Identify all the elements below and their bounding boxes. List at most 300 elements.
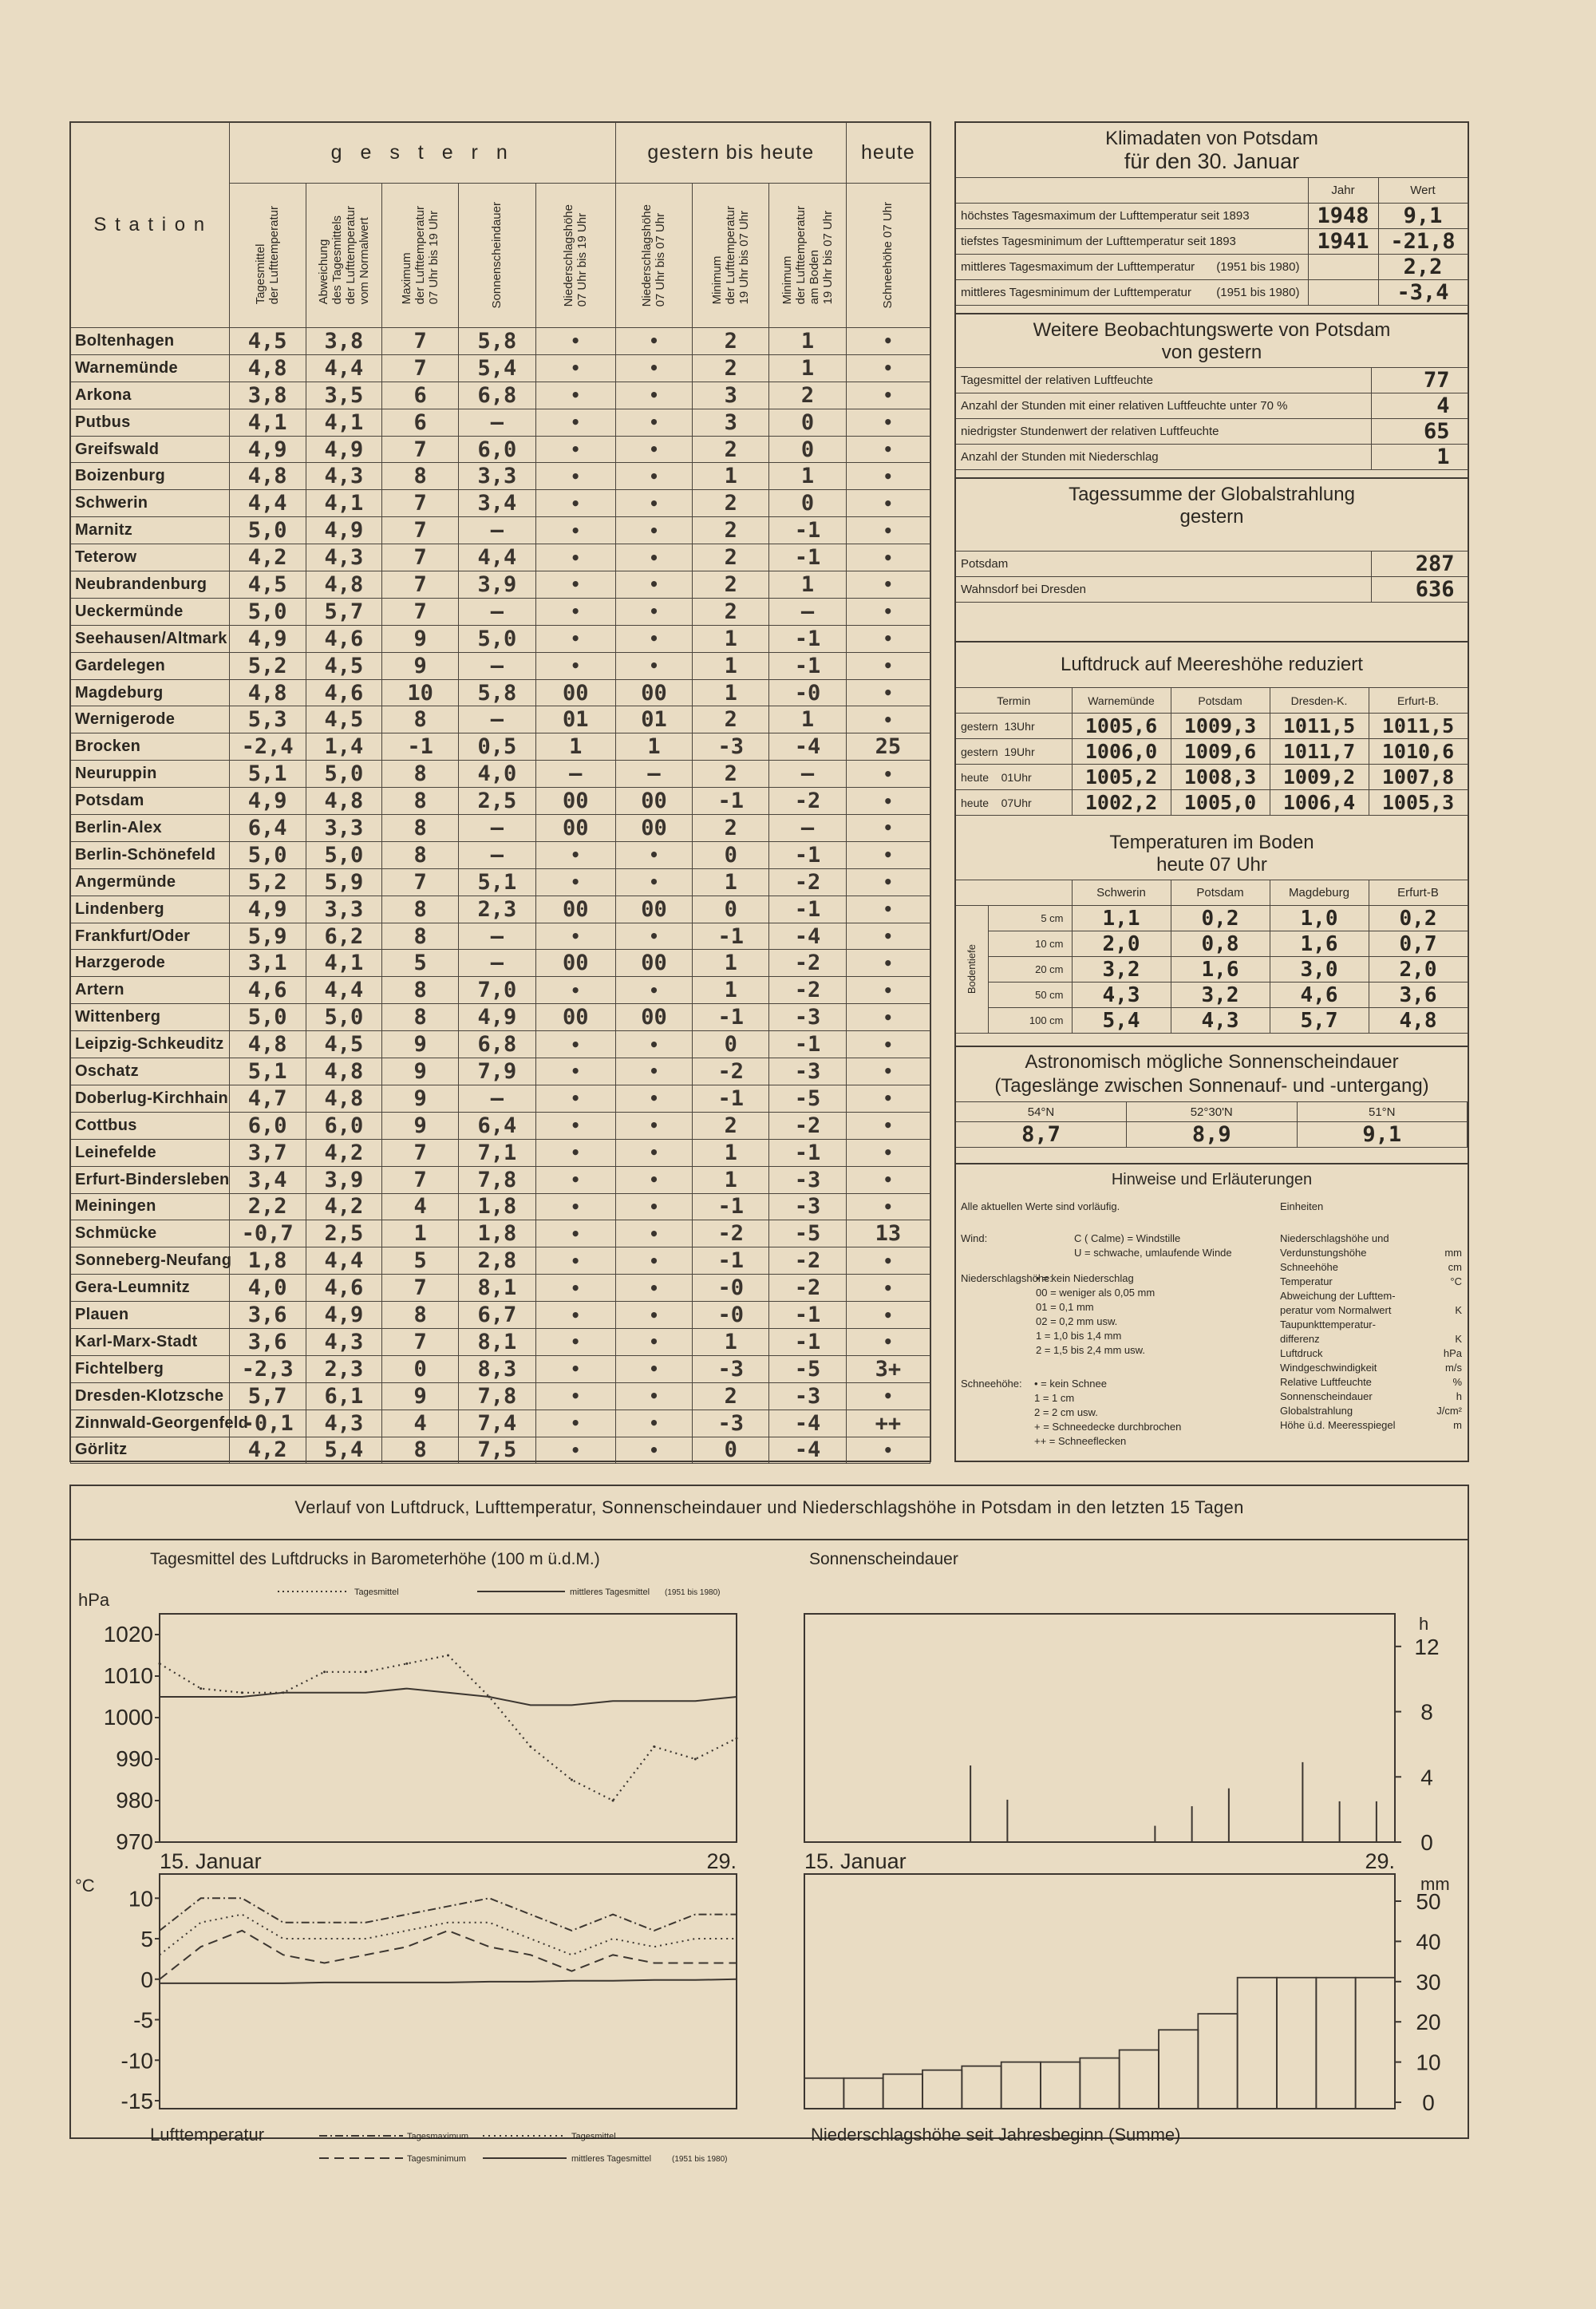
unit-label: Relative Luftfeuchte — [1280, 1376, 1372, 1388]
weitere-wert: 4 — [1371, 393, 1468, 419]
station-value: 4,1 — [229, 409, 306, 436]
precip-bar — [962, 2066, 1001, 2109]
station-row — [71, 1193, 930, 1220]
station-value: 7 — [382, 490, 459, 517]
sun-end-label: 29. — [1365, 1849, 1395, 1873]
pressure-series-mean — [160, 1689, 737, 1706]
station-name: Berlin-Alex — [71, 815, 230, 842]
klima-jahr — [1308, 255, 1378, 280]
station-name: Gera-Leumnitz — [71, 1275, 230, 1302]
station-value: 1 — [693, 652, 769, 679]
boden-value: 3,2 — [1072, 957, 1171, 983]
station-value: 4,8 — [306, 571, 381, 599]
station-value: 4,9 — [306, 517, 381, 544]
unit-label: Luftdruck — [1280, 1347, 1323, 1359]
legend-tagesmittel-label: Tagesmittel — [354, 1587, 399, 1597]
station-row — [71, 706, 930, 733]
global-wert: 287 — [1371, 552, 1468, 577]
klima-title — [956, 121, 1468, 172]
station-value: 8 — [382, 761, 459, 788]
station-row — [71, 1275, 930, 1302]
station-value: 1 — [693, 1328, 769, 1355]
hinweise-intro: Alle aktuellen Werte sind vorläufig. — [961, 1200, 1120, 1212]
station-value: • — [535, 1410, 615, 1437]
station-row — [71, 517, 930, 544]
precip-bar — [883, 2074, 922, 2109]
sun-tick-label: 0 — [1420, 1830, 1433, 1855]
station-value: • — [846, 1382, 930, 1410]
pressure-point — [447, 1655, 449, 1657]
astro-block — [956, 1046, 1468, 1148]
station-value: • — [615, 1193, 692, 1220]
station-value: • — [615, 1112, 692, 1139]
station-value: -0,7 — [229, 1220, 306, 1247]
station-value: 8 — [382, 706, 459, 733]
station-value: 00 — [615, 815, 692, 842]
station-value: • — [535, 382, 615, 409]
station-value: 1 — [769, 463, 846, 490]
unit-label: Verdunstungshöhe — [1280, 1247, 1367, 1259]
station-value: -2 — [693, 1220, 769, 1247]
boden-tiefe: 50 cm — [988, 983, 1072, 1008]
weitere-block — [956, 313, 1468, 470]
station-value: 4,3 — [306, 1328, 381, 1355]
luftdruck-table — [956, 687, 1468, 816]
luftdruck-termin: heute 07Uhr — [956, 790, 1072, 816]
station-value: -3 — [693, 1355, 769, 1382]
station-name: Warnemünde — [71, 354, 230, 382]
station-value: • — [846, 1085, 930, 1112]
station-value: 5,0 — [229, 841, 306, 868]
boden-value: 3,2 — [1171, 983, 1270, 1008]
pressure-point — [282, 1691, 284, 1694]
column-header — [769, 184, 846, 328]
pressure-tick-label: 1010 — [103, 1663, 153, 1688]
station-value: -2,4 — [229, 733, 306, 761]
station-value: • — [535, 571, 615, 599]
station-value: 6,4 — [229, 815, 306, 842]
hinweise-line: U = schwache, umlaufende Winde — [1074, 1247, 1232, 1259]
pressure-point — [159, 1663, 161, 1665]
station-value: 1,8 — [459, 1193, 535, 1220]
station-value: 7 — [382, 354, 459, 382]
station-value: 1 — [693, 463, 769, 490]
station-value: 0 — [693, 1437, 769, 1464]
boden-value: 5,7 — [1270, 1008, 1369, 1034]
station-value: 2,5 — [459, 788, 535, 815]
station-value: 2 — [693, 544, 769, 571]
station-value: 2 — [693, 436, 769, 463]
boden-block — [956, 832, 1468, 1034]
station-value: -5 — [769, 1220, 846, 1247]
station-value: 00 — [615, 788, 692, 815]
unit-symbol: mm — [1444, 1247, 1462, 1259]
hinweise-einheiten: Einheiten — [1280, 1200, 1324, 1212]
station-value: 2 — [693, 1382, 769, 1410]
hinweise-line: + = Schneedecke durchbrochen — [1034, 1421, 1182, 1433]
klima-jahr: 1941 — [1308, 229, 1378, 255]
station-value: 0 — [382, 1355, 459, 1382]
klima-label-text: tiefstes Tagesminimum der Lufttemperatur seit 1893 — [961, 235, 1236, 248]
station-name: Teterow — [71, 544, 230, 571]
station-value: • — [846, 1328, 930, 1355]
luftdruck-value: 1007,8 — [1369, 765, 1468, 790]
station-value: 00 — [535, 1004, 615, 1031]
sun-title: Sonnenscheindauer — [809, 1550, 958, 1568]
station-value: • — [535, 1139, 615, 1166]
station-value: — — [459, 652, 535, 679]
column-header — [459, 184, 535, 328]
station-value: 1 — [535, 733, 615, 761]
station-name: Putbus — [71, 409, 230, 436]
unit-symbol: cm — [1448, 1261, 1462, 1273]
station-value: -1 — [693, 1193, 769, 1220]
astro-title-line1: Astronomisch mögliche Sonnenscheindauer — [1025, 1051, 1399, 1073]
station-value: 2 — [693, 761, 769, 788]
station-value: 8 — [382, 1302, 459, 1329]
station-row — [71, 923, 930, 950]
station-value: • — [846, 652, 930, 679]
station-value: 0 — [769, 490, 846, 517]
klima-col-jahr: Jahr — [1308, 178, 1378, 204]
station-value: • — [535, 1031, 615, 1058]
station-value: • — [846, 788, 930, 815]
station-value: 4 — [382, 1193, 459, 1220]
station-value: 5,0 — [229, 517, 306, 544]
station-row — [71, 463, 930, 490]
station-value: 4,3 — [306, 544, 381, 571]
station-value: -5 — [769, 1355, 846, 1382]
station-value: 7,5 — [459, 1437, 535, 1464]
station-name: Oschatz — [71, 1058, 230, 1085]
station-value: 2 — [693, 490, 769, 517]
station-value: • — [615, 625, 692, 652]
klima-jahr — [1308, 280, 1378, 306]
station-value: 8,3 — [459, 1355, 535, 1382]
station-name: Magdeburg — [71, 679, 230, 706]
station-value: • — [615, 977, 692, 1004]
klima-label-text: höchstes Tagesmaximum der Lufttemperatur seit 1893 — [961, 209, 1250, 223]
station-value: 5,8 — [459, 328, 535, 355]
unit-symbol: m — [1453, 1419, 1462, 1431]
astro-value: 8,9 — [1127, 1122, 1298, 1148]
unit-row — [1280, 1246, 1462, 1260]
boden-value: 2,0 — [1072, 931, 1171, 957]
station-value: 4,6 — [306, 679, 381, 706]
station-value: 4,5 — [229, 571, 306, 599]
station-value: — — [535, 761, 615, 788]
station-value: • — [846, 1058, 930, 1085]
klima-wert: -3,4 — [1378, 280, 1468, 306]
nied-label: Niederschlagshöhe: — [961, 1272, 1053, 1284]
station-value: • — [615, 868, 692, 896]
verlauf-title: Verlauf von Luftdruck, Lufttemperatur, Sonnenscheindauer und Niederschlagshöhe in Potsdam in den letzten 15 Tagen — [294, 1497, 1244, 1517]
station-value: • — [846, 761, 930, 788]
station-value: 6,8 — [459, 382, 535, 409]
station-value: -1 — [693, 1247, 769, 1275]
station-value: 1 — [769, 571, 846, 599]
nied-lines — [1036, 1271, 1155, 1358]
station-value: — — [459, 409, 535, 436]
unit-symbol: °C — [1450, 1275, 1462, 1287]
station-row — [71, 788, 930, 815]
station-value: 8,1 — [459, 1328, 535, 1355]
global-title-line2: gestern — [1179, 506, 1244, 528]
station-row — [71, 1437, 930, 1464]
station-value: • — [615, 1166, 692, 1193]
temp-tick-label: -10 — [120, 2048, 153, 2074]
station-value: 3,3 — [306, 896, 381, 923]
station-value: 2 — [769, 382, 846, 409]
unit-symbol: m/s — [1445, 1362, 1462, 1374]
station-value: 3,7 — [229, 1139, 306, 1166]
station-value: 1 — [693, 1139, 769, 1166]
station-value: • — [846, 1112, 930, 1139]
station-value: 4,8 — [306, 788, 381, 815]
sun-unit: h — [1419, 1614, 1429, 1634]
pressure-unit: hPa — [78, 1590, 110, 1610]
station-value: 1 — [693, 950, 769, 977]
unit-row — [1280, 1232, 1462, 1246]
station-name: Wittenberg — [71, 1004, 230, 1031]
station-value: 7 — [382, 1139, 459, 1166]
station-value: 01 — [615, 706, 692, 733]
station-value: 6,0 — [459, 436, 535, 463]
station-value: 7,0 — [459, 977, 535, 1004]
station-value: -0,1 — [229, 1410, 306, 1437]
astro-title-line2: (Tageslänge zwischen Sonnenauf- und -untergang) — [994, 1075, 1429, 1097]
precip-title: Niederschlagshöhe seit Jahresbeginn (Summe) — [811, 2125, 1181, 2145]
station-value: • — [615, 598, 692, 625]
pressure-point — [200, 1687, 202, 1690]
station-value: 7 — [382, 868, 459, 896]
station-value: 8 — [382, 463, 459, 490]
station-value: -3 — [693, 733, 769, 761]
station-name: Plauen — [71, 1302, 230, 1329]
station-value: • — [615, 1139, 692, 1166]
precip-bar — [1159, 2030, 1198, 2109]
station-value: 5,2 — [229, 652, 306, 679]
station-row — [71, 1247, 930, 1275]
station-value: 3,9 — [306, 1166, 381, 1193]
station-value: 7 — [382, 328, 459, 355]
precip-bar — [1120, 2050, 1159, 2109]
global-block — [956, 477, 1468, 603]
station-value: -1 — [769, 1302, 846, 1329]
global-label: Potsdam — [956, 552, 1371, 577]
astro-header: 52°30'N — [1127, 1102, 1298, 1122]
station-value: 6,7 — [459, 1302, 535, 1329]
station-value: • — [615, 463, 692, 490]
station-value: -2 — [769, 788, 846, 815]
station-row — [71, 598, 930, 625]
weitere-title-line1: Weitere Beobachtungswerte von Potsdam — [1033, 319, 1391, 341]
station-value: 5,4 — [306, 1437, 381, 1464]
station-value: 8 — [382, 788, 459, 815]
temp-series-min — [160, 1931, 737, 1979]
boden-value: 2,0 — [1369, 957, 1468, 983]
station-value: 9 — [382, 1058, 459, 1085]
boden-value: 1,6 — [1171, 957, 1270, 983]
unit-symbol: K — [1455, 1304, 1462, 1316]
wind-lines — [1074, 1232, 1232, 1260]
weitere-label: Tagesmittel der relativen Luftfeuchte — [956, 368, 1371, 393]
hinweise-line: • = kein Schnee — [1034, 1378, 1107, 1390]
station-value: 1 — [769, 328, 846, 355]
station-value: 4,7 — [229, 1085, 306, 1112]
pressure-tick-label: 970 — [116, 1829, 153, 1854]
hinweise-line: 01 = 0,1 mm — [1036, 1301, 1094, 1313]
station-value: • — [615, 841, 692, 868]
station-value: 0 — [693, 896, 769, 923]
station-value: 4,2 — [306, 1139, 381, 1166]
station-value: — — [459, 1085, 535, 1112]
station-value: • — [846, 354, 930, 382]
weitere-label: Anzahl der Stunden mit einer relativen Luftfeuchte unter 70 % — [956, 393, 1371, 419]
global-title-line1: Tagessumme der Globalstrahlung — [1069, 484, 1355, 505]
station-value: 5,8 — [459, 679, 535, 706]
luftdruck-value: 1006,4 — [1270, 790, 1369, 816]
charts-svg — [70, 1540, 1468, 2145]
station-value: 2,8 — [459, 1247, 535, 1275]
station-value: 7 — [382, 436, 459, 463]
station-value: 4,9 — [229, 896, 306, 923]
station-value: -4 — [769, 733, 846, 761]
column-header-label: Niederschlagshöhe 07 Uhr bis 19 Uhr — [562, 204, 590, 307]
station-value: • — [615, 517, 692, 544]
station-value: 7,9 — [459, 1058, 535, 1085]
temp-tick-label: -5 — [133, 2007, 153, 2033]
station-value: 4,9 — [306, 436, 381, 463]
station-value: 2,2 — [229, 1193, 306, 1220]
unit-label: Globalstrahlung — [1280, 1405, 1353, 1417]
station-value: -2 — [693, 1058, 769, 1085]
station-value: 7,1 — [459, 1139, 535, 1166]
station-value: -1 — [693, 1085, 769, 1112]
station-value: -1 — [769, 517, 846, 544]
station-value: • — [615, 382, 692, 409]
luftdruck-value: 1005,6 — [1072, 714, 1171, 739]
temp-tick-label: -15 — [120, 2089, 153, 2113]
station-value: 8 — [382, 1004, 459, 1031]
precip-bar — [1238, 1978, 1277, 2109]
station-value: • — [846, 1247, 930, 1275]
unit-label: Schneehöhe — [1280, 1261, 1339, 1273]
precip-bar — [1356, 1978, 1395, 2109]
station-value: 5,3 — [229, 706, 306, 733]
station-value: 9 — [382, 1031, 459, 1058]
station-value: 7 — [382, 571, 459, 599]
station-value: -3 — [769, 1004, 846, 1031]
bodentiefe-label — [956, 906, 988, 1034]
station-value: 00 — [615, 679, 692, 706]
boden-value: 4,3 — [1171, 1008, 1270, 1034]
station-value: • — [615, 1382, 692, 1410]
luftdruck-header: Potsdam — [1171, 688, 1270, 714]
station-value: 00 — [535, 679, 615, 706]
station-value: 4,9 — [229, 625, 306, 652]
column-header-label: Niederschlagshöhe 07 Uhr bis 07 Uhr — [640, 204, 668, 307]
station-value: 6,4 — [459, 1112, 535, 1139]
station-value: 4,9 — [229, 788, 306, 815]
station-value: 1 — [693, 625, 769, 652]
pressure-point — [612, 1800, 614, 1802]
legend-mean-label-temp: mittleres Tagesmittel — [571, 2154, 652, 2164]
station-value: • — [846, 896, 930, 923]
station-value: 7 — [382, 1275, 459, 1302]
station-value: 4,4 — [229, 490, 306, 517]
temp-plot-frame — [160, 1874, 737, 2109]
station-value: • — [615, 490, 692, 517]
station-value: • — [615, 1220, 692, 1247]
station-name: Seehausen/Altmark — [71, 625, 230, 652]
station-row — [71, 1410, 930, 1437]
station-name: Boizenburg — [71, 463, 230, 490]
station-value: -1 — [382, 733, 459, 761]
station-value: 4,1 — [306, 409, 381, 436]
station-value: 8 — [382, 923, 459, 950]
unit-label: Höhe ü.d. Meeresspiegel — [1280, 1419, 1396, 1431]
station-value: 4,3 — [306, 1410, 381, 1437]
station-row — [71, 1004, 930, 1031]
station-value: ++ — [846, 1410, 930, 1437]
station-value: • — [535, 625, 615, 652]
station-value: • — [615, 571, 692, 599]
unit-symbol: J/cm² — [1436, 1405, 1462, 1417]
station-value: — — [769, 815, 846, 842]
station-value: 4,5 — [306, 706, 381, 733]
station-value: 3,5 — [306, 382, 381, 409]
station-value: • — [846, 1193, 930, 1220]
station-value: 3,4 — [229, 1166, 306, 1193]
bodentiefe-text: Bodentiefe — [966, 944, 978, 994]
station-value: 4,8 — [229, 354, 306, 382]
station-value: 5,9 — [306, 868, 381, 896]
pressure-point — [653, 1746, 655, 1748]
precip-bar — [1041, 2062, 1080, 2109]
temp-title: Lufttemperatur — [150, 2125, 265, 2145]
station-value: 8 — [382, 977, 459, 1004]
klima-wert: 2,2 — [1378, 255, 1468, 280]
station-value: 8 — [382, 896, 459, 923]
column-header — [382, 184, 459, 328]
temp-series-mittel — [160, 1915, 737, 1955]
station-value: 3,8 — [229, 382, 306, 409]
station-value: 3,9 — [459, 571, 535, 599]
station-value: 6,1 — [306, 1382, 381, 1410]
station-value: -3 — [693, 1410, 769, 1437]
station-row — [71, 977, 930, 1004]
luftdruck-termin: gestern 13Uhr — [956, 714, 1072, 739]
station-value: 1,8 — [229, 1247, 306, 1275]
pressure-series-tagesmittel — [160, 1655, 737, 1801]
station-row — [71, 328, 930, 355]
station-value: • — [615, 1328, 692, 1355]
station-value: • — [846, 328, 930, 355]
station-value: 2 — [693, 1112, 769, 1139]
station-row — [71, 868, 930, 896]
station-value: 4,5 — [229, 328, 306, 355]
station-value: • — [846, 679, 930, 706]
station-value: -3 — [769, 1166, 846, 1193]
station-value: -1 — [769, 1031, 846, 1058]
temp-tick-label: 0 — [140, 1967, 153, 1992]
station-value: • — [535, 1247, 615, 1275]
station-value: 7 — [382, 598, 459, 625]
station-value: • — [846, 841, 930, 868]
pressure-point — [241, 1691, 243, 1694]
pressure-point — [365, 1670, 367, 1673]
